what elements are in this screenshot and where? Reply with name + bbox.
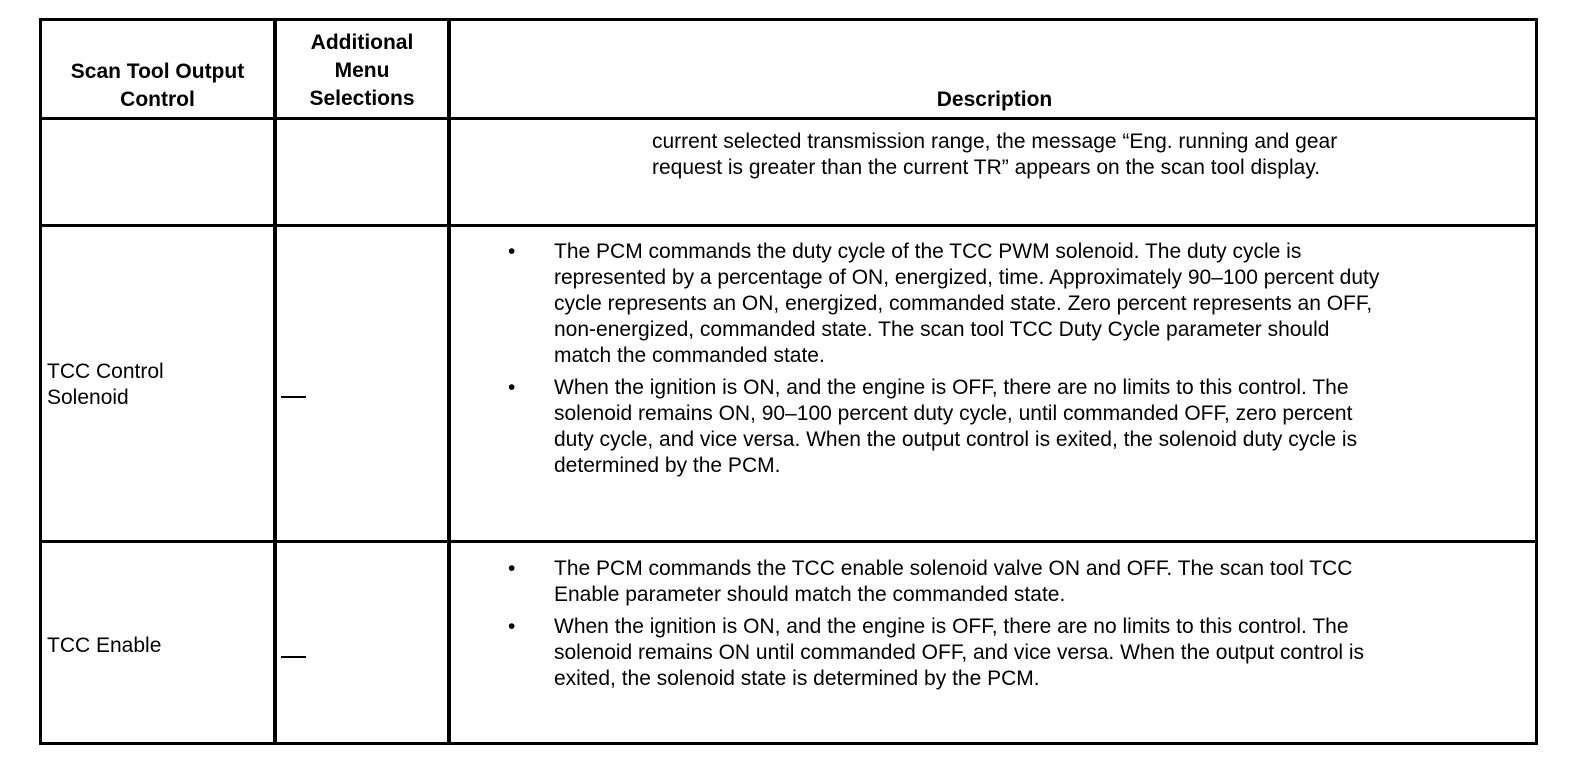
bullet-symbol: • — [508, 615, 516, 638]
tcc-control-solenoid-description — [508, 239, 1539, 479]
bullet-item: • The PCM commands the duty cycle of the TCC PWM solenoid. The duty cycle is represented by a percentage of ON, energized, time. Approximately 90–100 percent duty cycle represents an ON, energized, commanded state. Zero percent represents an OFF, non-energized, commanded state. The scan tool TCC Duty Cycle parameter should match the commanded state. — [508, 240, 1380, 367]
tcc-control-solenoid-selections — [281, 385, 321, 389]
header-scan-tool-output-control: Scan Tool Output Control — [70, 60, 245, 111]
row-divider — [42, 540, 1535, 543]
bullet-item: • When the ignition is ON, and the engine is OFF, there are no limits to this control. The solenoid remains ON, 90–100 percent duty cycle, until commanded OFF, zero percent duty cycle, and vice versa. When the output control is exited, the solenoid duty cycle is determined by the PCM. — [508, 376, 1358, 477]
bullet-symbol: • — [508, 376, 516, 399]
tcc-enable-label: TCC Enable — [47, 634, 162, 657]
row-divider — [42, 224, 1535, 227]
bullet-item: • When the ignition is ON, and the engine is OFF, there are no limits to this control. The solenoid remains ON until commanded OFF, and vice versa. When the output control is exited, the solenoid state is determined by the PCM. — [508, 615, 1365, 690]
column-divider — [273, 21, 277, 742]
bullet-symbol: • — [508, 557, 516, 580]
output-control-table — [39, 18, 1538, 745]
header-additional-menu-selections: Additional Menu Selections — [309, 31, 415, 110]
tcc-control-solenoid-label: TCC Control Solenoid — [47, 360, 164, 409]
bullet-list — [508, 239, 1539, 479]
em-dash — [281, 656, 306, 658]
row-continuation-description: current selected transmission range, the message “Eng. running and gear request is greater than the current TR” appears on the scan tool display. — [652, 130, 1338, 179]
tcc-enable-description — [508, 556, 1539, 692]
tcc-enable-selections — [281, 645, 321, 649]
column-divider — [447, 21, 451, 742]
bullet-item: • The PCM commands the TCC enable solenoid valve ON and OFF. The scan tool TCC Enable parameter should match the commanded state. — [508, 557, 1353, 606]
bullet-list — [508, 556, 1539, 692]
em-dash — [281, 396, 306, 398]
header-description: Description — [936, 88, 1053, 111]
row-divider — [42, 117, 1535, 120]
bullet-symbol: • — [508, 240, 516, 263]
